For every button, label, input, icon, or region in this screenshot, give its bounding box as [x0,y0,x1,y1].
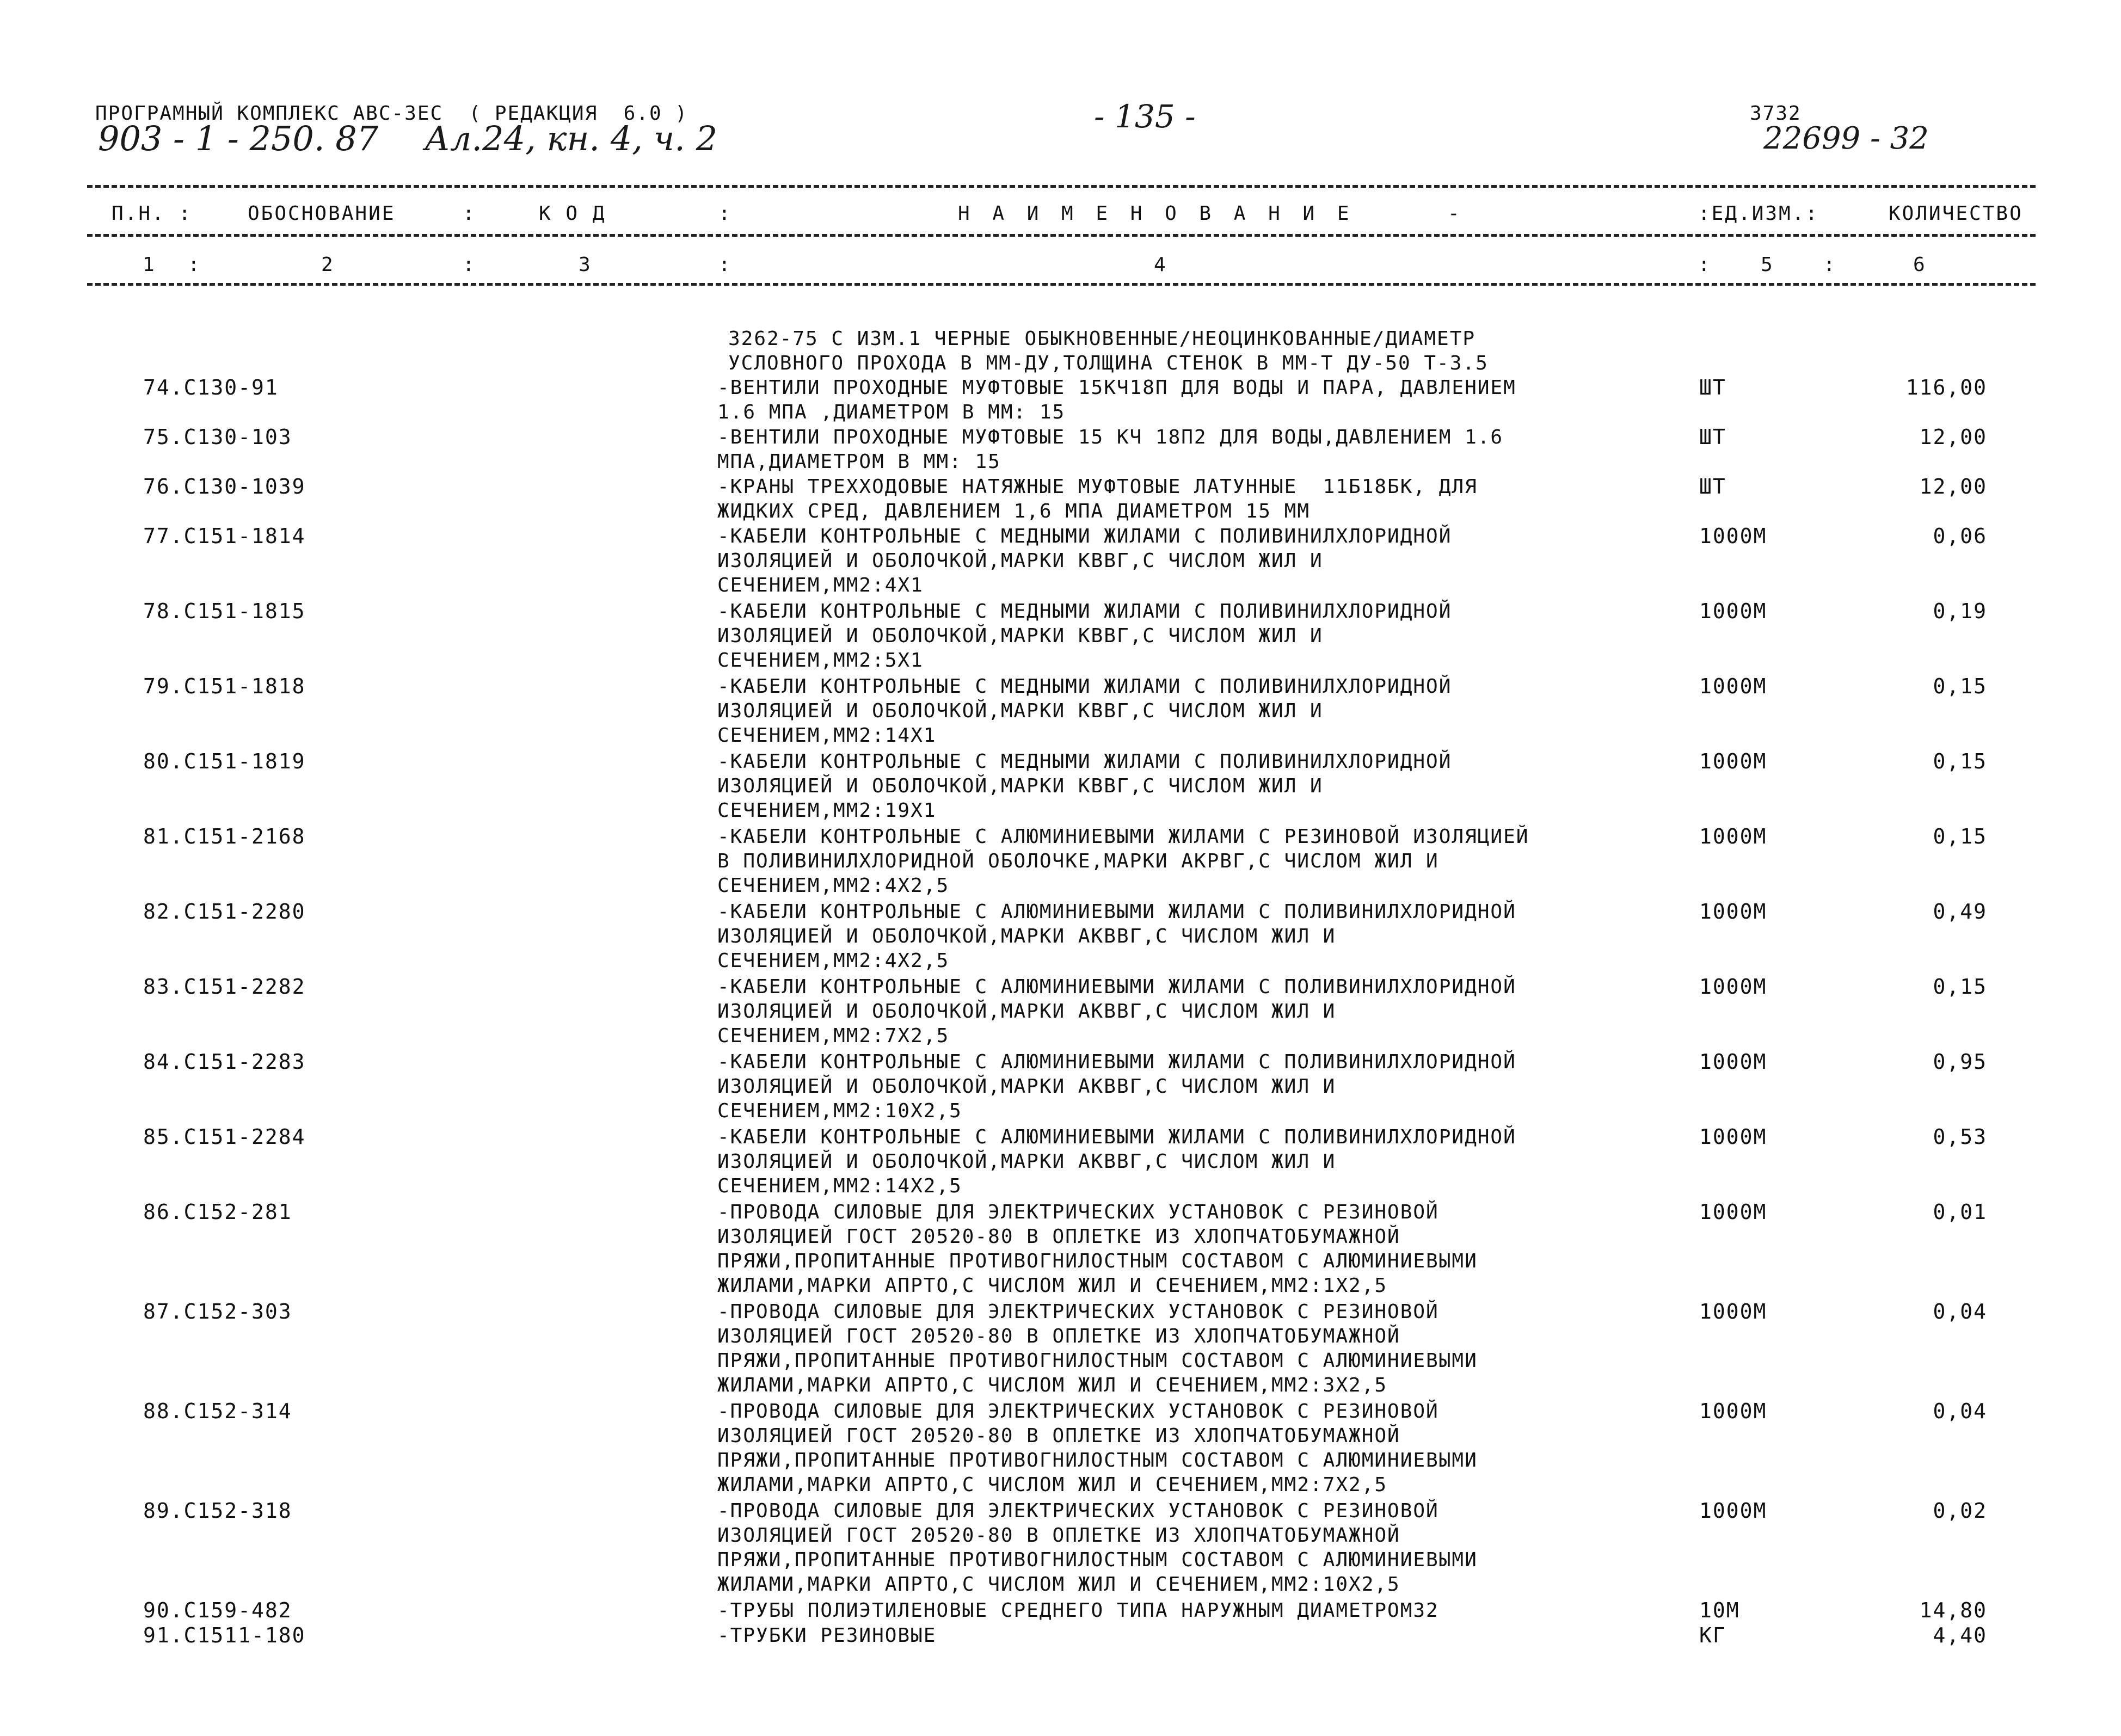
column-separator: : [463,254,475,276]
column-number-4: 4 [1154,254,1166,276]
album-reference-handwritten: Ал.24, кн. 4, ч. 2 [425,119,718,158]
row-quantity: 12,00 [1919,475,1987,498]
row-unit: 1000М [1699,1050,1767,1074]
document-code-handwritten: 22699 - 32 [1763,121,1929,156]
row-quantity: 0,53 [1933,1125,1987,1149]
row-number-basis: 86.С152-281 [143,1200,292,1224]
row-unit: 1000М [1699,824,1767,848]
row-name: -ПРОВОДА СИЛОВЫЕ ДЛЯ ЭЛЕКТРИЧЕСКИХ УСТАНОВОК С РЕЗИНОВОЙ ИЗОЛЯЦИЕЙ ГОСТ 20520-80 В ОПЛЕТКЕ ИЗ ХЛОПЧАТОБУМАЖНОЙ ПРЯЖИ,ПРОПИТАННЫЕ ПРОТИВОГНИЛОСТНЫМ СОСТАВОМ С АЛЮМИНИЕВЫМИ ЖИЛАМИ,МАРКИ АПРТО,С ЧИСЛОМ ЖИЛ И СЕЧЕНИЕМ,ММ2:7Х2,5 [717,1400,1478,1496]
row-unit: 1000М [1699,599,1767,623]
row-name: -ПРОВОДА СИЛОВЫЕ ДЛЯ ЭЛЕКТРИЧЕСКИХ УСТАНОВОК С РЕЗИНОВОЙ ИЗОЛЯЦИЕЙ ГОСТ 20520-80 В ОПЛЕТКЕ ИЗ ХЛОПЧАТОБУМАЖНОЙ ПРЯЖИ,ПРОПИТАННЫЕ ПРОТИВОГНИЛОСТНЫМ СОСТАВОМ С АЛЮМИНИЕВЫМИ ЖИЛАМИ,МАРКИ АПРТО,С ЧИСЛОМ ЖИЛ И СЕЧЕНИЕМ,ММ2:3Х2,5 [717,1301,1478,1396]
header-bottom-rule [87,283,2036,286]
row-name: -КАБЕЛИ КОНТРОЛЬНЫЕ С МЕДНЫМИ ЖИЛАМИ С ПОЛИВИНИЛХЛОРИДНОЙ ИЗОЛЯЦИЕЙ И ОБОЛОЧКОЙ,МАРКИ КВВГ,С ЧИСЛОМ ЖИЛ И СЕЧЕНИЕМ,ММ2:4Х1 [717,525,1452,596]
column-number-3: 3 [579,254,591,276]
row-quantity: 0,49 [1933,900,1987,924]
row-name: -КАБЕЛИ КОНТРОЛЬНЫЕ С МЕДНЫМИ ЖИЛАМИ С ПОЛИВИНИЛХЛОРИДНОЙ ИЗОЛЯЦИЕЙ И ОБОЛОЧКОЙ,МАРКИ КВВГ,С ЧИСЛОМ ЖИЛ И СЕЧЕНИЕМ,ММ2:5Х1 [717,600,1452,672]
row-quantity: 0,19 [1933,599,1987,623]
column-dash: - [1448,202,1461,225]
row-number-basis: 82.С151-2280 [143,900,306,924]
row-unit: 10М [1699,1598,1740,1622]
column-separator: : [463,202,476,225]
row-number-basis: 91.С1511-180 [143,1623,306,1647]
row-number-basis: 75.С130-103 [143,425,292,449]
row-name: -ТРУБКИ РЕЗИНОВЫЕ [717,1624,937,1647]
row-name: -КАБЕЛИ КОНТРОЛЬНЫЕ С МЕДНЫМИ ЖИЛАМИ С ПОЛИВИНИЛХЛОРИДНОЙ ИЗОЛЯЦИЕЙ И ОБОЛОЧКОЙ,МАРКИ КВВГ,С ЧИСЛОМ ЖИЛ И СЕЧЕНИЕМ,ММ2:14Х1 [717,675,1452,747]
row-number-basis: 74.С130-91 [143,375,279,399]
column-number-2: 2 [321,254,333,276]
row-quantity: 0,15 [1933,749,1987,773]
row-quantity: 0,15 [1933,975,1987,999]
row-unit: 1000М [1699,900,1767,924]
row-name: -КАБЕЛИ КОНТРОЛЬНЫЕ С АЛЮМИНИЕВЫМИ ЖИЛАМИ С ПОЛИВИНИЛХЛОРИДНОЙ ИЗОЛЯЦИЕЙ И ОБОЛОЧКОЙ,МАРКИ АКВВГ,С ЧИСЛОМ ЖИЛ И СЕЧЕНИЕМ,ММ2:4Х2,5 [717,901,1516,972]
row-number-basis: 76.С130-1039 [143,475,306,498]
row-quantity: 0,06 [1933,524,1987,548]
page-number: - 135 - [1094,98,1196,135]
row-quantity: 0,04 [1933,1300,1987,1323]
row-unit: 1000М [1699,749,1767,773]
row-unit: ШТ [1699,375,1726,399]
column-header-quantity: КОЛИЧЕСТВО [1889,202,2023,225]
column-number-5: 5 [1761,254,1773,276]
row-quantity: 0,01 [1933,1200,1987,1224]
row-unit: ШТ [1699,425,1726,449]
row-quantity: 0,95 [1933,1050,1987,1074]
row-name: -КАБЕЛИ КОНТРОЛЬНЫЕ С АЛЮМИНИЕВЫМИ ЖИЛАМИ С ПОЛИВИНИЛХЛОРИДНОЙ ИЗОЛЯЦИЕЙ И ОБОЛОЧКОЙ,МАРКИ АКВВГ,С ЧИСЛОМ ЖИЛ И СЕЧЕНИЕМ,ММ2:14Х2,5 [717,1126,1516,1197]
project-code-handwritten: 903 - 1 - 250. 87 [98,119,379,158]
column-separator: : [1698,254,1710,276]
row-number-basis: 89.С152-318 [143,1499,292,1523]
row-quantity: 0,15 [1933,824,1987,848]
column-header-unit: :ЕД.ИЗМ.: [1698,202,1819,225]
row-name: -ТРУБЫ ПОЛИЭТИЛЕНОВЫЕ СРЕДНЕГО ТИПА НАРУЖНЫМ ДИАМЕТРОМ32 [717,1599,1439,1622]
row-unit: 1000М [1699,1300,1767,1323]
row-unit: 1000М [1699,1399,1767,1423]
column-header-basis: ОБОСНОВАНИЕ [248,202,396,225]
row-quantity: 0,04 [1933,1399,1987,1423]
column-header-pn: П.Н. : [112,202,193,225]
column-separator: : [718,202,732,225]
column-header-name: Н А И М Е Н О В А Н И Е [958,202,1355,225]
row-number-basis: 87.С152-303 [143,1300,292,1323]
row-name: -КРАНЫ ТРЕХХОДОВЫЕ НАТЯЖНЫЕ МУФТОВЫЕ ЛАТУННЫЕ 11Б18БК, ДЛЯ ЖИДКИХ СРЕД, ДАВЛЕНИЕМ 1,6 МПА ДИАМЕТРОМ 15 ММ [717,476,1478,522]
row-unit: 1000М [1699,674,1767,698]
row-name: -ПРОВОДА СИЛОВЫЕ ДЛЯ ЭЛЕКТРИЧЕСКИХ УСТАНОВОК С РЕЗИНОВОЙ ИЗОЛЯЦИЕЙ ГОСТ 20520-80 В ОПЛЕТКЕ ИЗ ХЛОПЧАТОБУМАЖНОЙ ПРЯЖИ,ПРОПИТАННЫЕ ПРОТИВОГНИЛОСТНЫМ СОСТАВОМ С АЛЮМИНИЕВЫМИ ЖИЛАМИ,МАРКИ АПРТО,С ЧИСЛОМ ЖИЛ И СЕЧЕНИЕМ,ММ2:10Х2,5 [717,1500,1478,1596]
continuation-text: 3262-75 С ИЗМ.1 ЧЕРНЫЕ ОБЫКНОВЕННЫЕ/НЕОЦИНКОВАННЫЕ/ДИАМЕТР УСЛОВНОГО ПРОХОДА В ММ-ДУ,ТОЛЩИНА СТЕНОК В ММ-Т ДУ-50 Т-3.5 [728,328,1489,374]
header-middle-rule [87,234,2036,237]
row-number-basis: 85.С151-2284 [143,1125,306,1149]
column-separator: : [188,254,200,276]
row-quantity: 0,15 [1933,674,1987,698]
column-number-1: 1 [143,254,155,276]
row-number-basis: 83.С151-2282 [143,975,306,999]
row-name: -КАБЕЛИ КОНТРОЛЬНЫЕ С АЛЮМИНИЕВЫМИ ЖИЛАМИ С ПОЛИВИНИЛХЛОРИДНОЙ ИЗОЛЯЦИЕЙ И ОБОЛОЧКОЙ,МАРКИ АКВВГ,С ЧИСЛОМ ЖИЛ И СЕЧЕНИЕМ,ММ2:7Х2,5 [717,976,1516,1047]
row-name: -ВЕНТИЛИ ПРОХОДНЫЕ МУФТОВЫЕ 15КЧ18П ДЛЯ ВОДЫ И ПАРА, ДАВЛЕНИЕМ 1.6 МПА ,ДИАМЕТРОМ В ММ: 15 [717,377,1516,423]
row-number-basis: 79.С151-1818 [143,674,306,698]
row-name: -КАБЕЛИ КОНТРОЛЬНЫЕ С АЛЮМИНИЕВЫМИ ЖИЛАМИ С ПОЛИВИНИЛХЛОРИДНОЙ ИЗОЛЯЦИЕЙ И ОБОЛОЧКОЙ,МАРКИ АКВВГ,С ЧИСЛОМ ЖИЛ И СЕЧЕНИЕМ,ММ2:10Х2,5 [717,1051,1516,1122]
row-quantity: 116,00 [1905,375,1987,399]
column-header-code: К О Д [539,202,606,225]
row-quantity: 14,80 [1919,1598,1987,1622]
column-separator: : [718,254,730,276]
row-number-basis: 80.С151-1819 [143,749,306,773]
column-separator: : [1823,254,1835,276]
row-unit: ШТ [1699,475,1726,498]
row-unit: КГ [1699,1623,1726,1647]
row-name: -КАБЕЛИ КОНТРОЛЬНЫЕ С МЕДНЫМИ ЖИЛАМИ С ПОЛИВИНИЛХЛОРИДНОЙ ИЗОЛЯЦИЕЙ И ОБОЛОЧКОЙ,МАРКИ КВВГ,С ЧИСЛОМ ЖИЛ И СЕЧЕНИЕМ,ММ2:19Х1 [717,750,1452,822]
column-number-6: 6 [1913,254,1925,276]
row-name: -КАБЕЛИ КОНТРОЛЬНЫЕ С АЛЮМИНИЕВЫМИ ЖИЛАМИ С РЕЗИНОВОЙ ИЗОЛЯЦИЕЙ В ПОЛИВИНИЛХЛОРИДНОЙ ОБОЛОЧКЕ,МАРКИ АКРВГ,С ЧИСЛОМ ЖИЛ И СЕЧЕНИЕМ,ММ2:4Х2,5 [717,826,1529,897]
row-quantity: 12,00 [1919,425,1987,449]
sheet-number: 3732 [1750,102,1802,125]
row-name: -ВЕНТИЛИ ПРОХОДНЫЕ МУФТОВЫЕ 15 КЧ 18П2 ДЛЯ ВОДЫ,ДАВЛЕНИЕМ 1.6 МПА,ДИАМЕТРОМ В ММ: 15 [717,426,1504,473]
row-number-basis: 88.С152-314 [143,1399,292,1423]
row-number-basis: 78.С151-1815 [143,599,306,623]
row-number-basis: 90.С159-482 [143,1598,292,1622]
row-number-basis: 77.С151-1814 [143,524,306,548]
row-quantity: 4,40 [1933,1623,1987,1647]
row-unit: 1000М [1699,1499,1767,1523]
row-name: -ПРОВОДА СИЛОВЫЕ ДЛЯ ЭЛЕКТРИЧЕСКИХ УСТАНОВОК С РЕЗИНОВОЙ ИЗОЛЯЦИЕЙ ГОСТ 20520-80 В ОПЛЕТКЕ ИЗ ХЛОПЧАТОБУМАЖНОЙ ПРЯЖИ,ПРОПИТАННЫЕ ПРОТИВОГНИЛОСТНЫМ СОСТАВОМ С АЛЮМИНИЕВЫМИ ЖИЛАМИ,МАРКИ АПРТО,С ЧИСЛОМ ЖИЛ И СЕЧЕНИЕМ,ММ2:1Х2,5 [717,1201,1478,1297]
header-top-rule [87,185,2036,188]
row-unit: 1000М [1699,1125,1767,1149]
row-unit: 1000М [1699,975,1767,999]
row-unit: 1000М [1699,1200,1767,1224]
row-number-basis: 81.С151-2168 [143,824,306,848]
row-unit: 1000М [1699,524,1767,548]
row-quantity: 0,02 [1933,1499,1987,1523]
program-header: ПРОГРАМНЫЙ КОМПЛЕКС АВС-ЗЕС ( РЕДАКЦИЯ 6.0 ) [95,102,688,125]
row-number-basis: 84.С151-2283 [143,1050,306,1074]
